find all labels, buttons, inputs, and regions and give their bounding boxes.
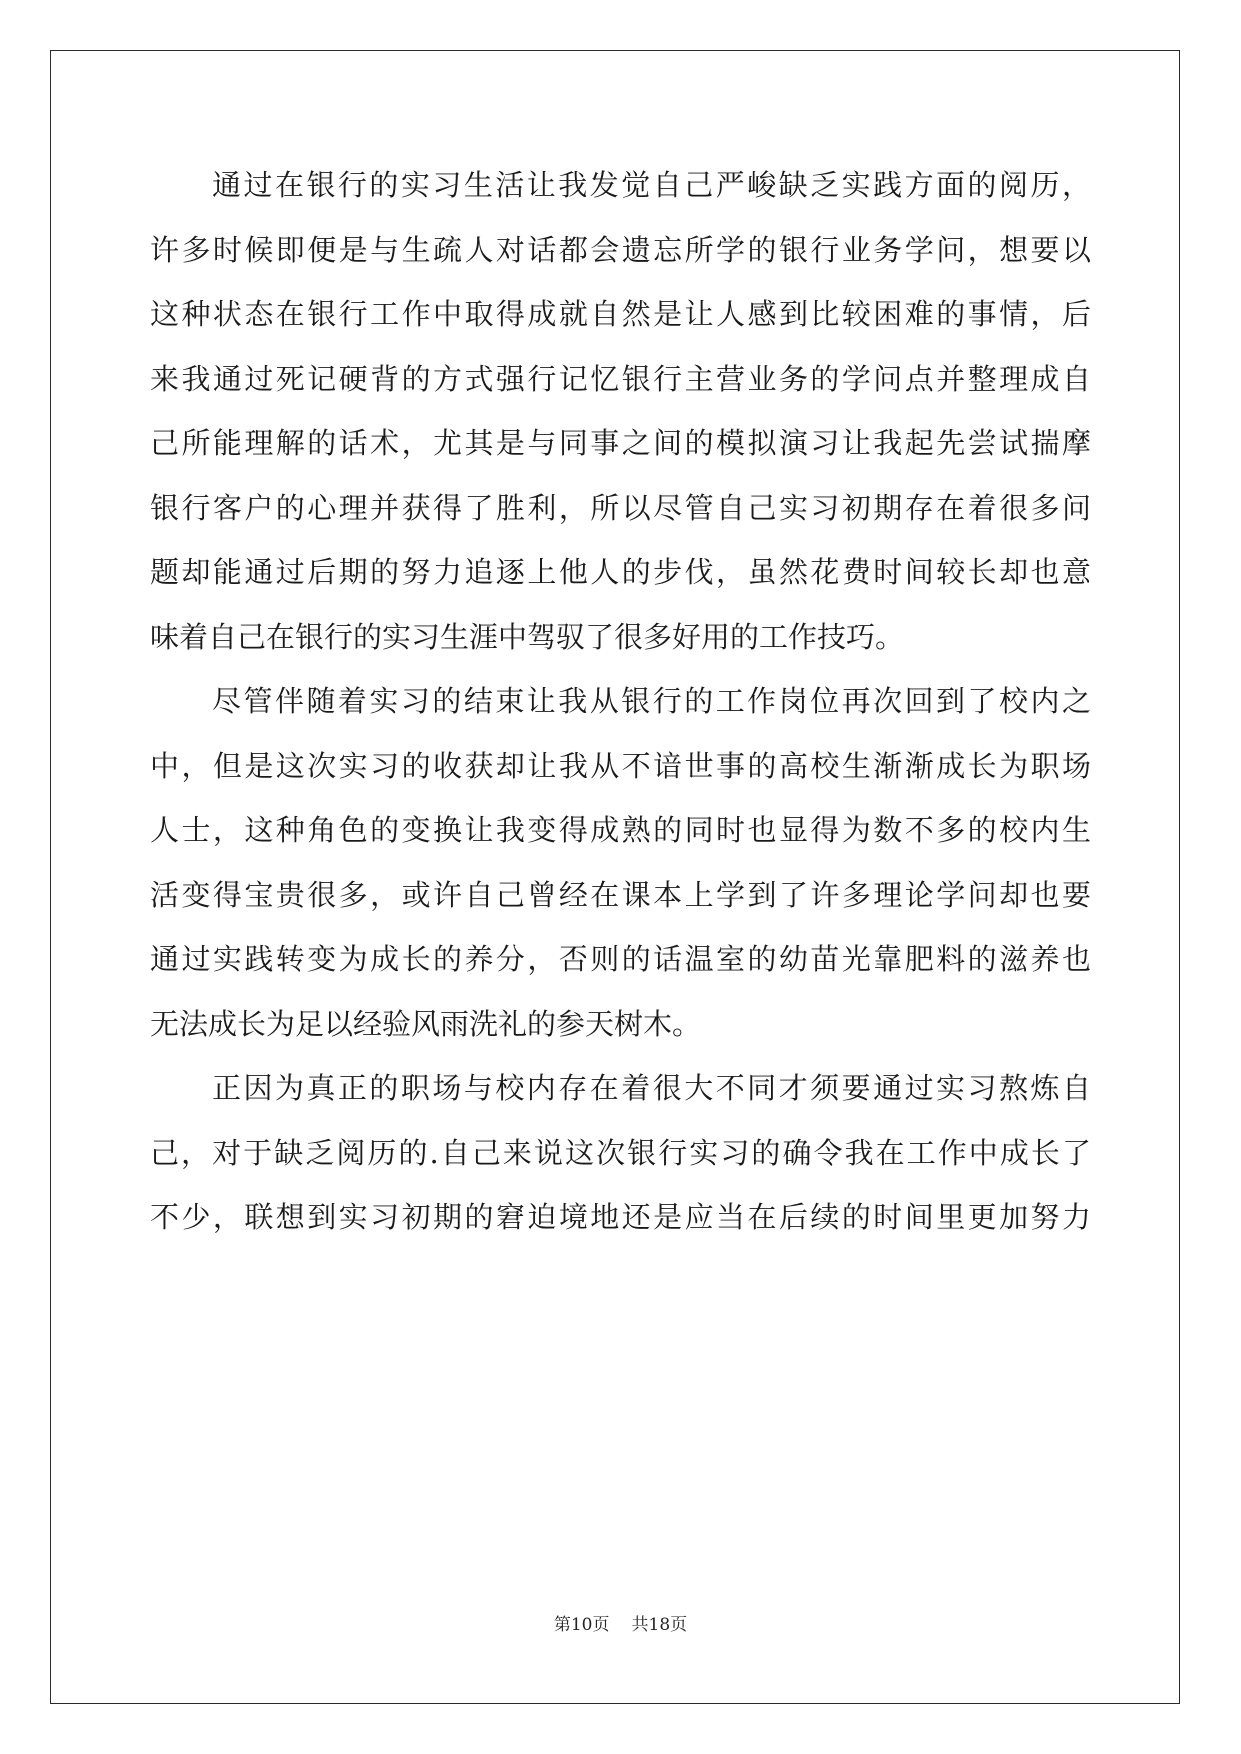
paragraph-2-line-4: 活变得宝贵很多，或许自己曾经在课本上学到了许多理论学问却也要 [150, 877, 1091, 912]
total-page-count: 共18页 [631, 1615, 688, 1635]
paragraph-1-line-4: 来我通过死记硬背的方式强行记忆银行主营业务的学问点并整理成自 [150, 361, 1091, 396]
paragraph-3-line-3: 不少，联想到实习初期的窘迫境地还是应当在后续的时间里更加努力 [150, 1200, 1091, 1234]
paragraph-1-line-8: 味着自己在银行的实习生涯中驾驭了很多好用的工作技巧。 [150, 619, 905, 654]
document-body [150, 153, 1091, 1250]
paragraph-1-line-1: 通过在银行的实习生活让我发觉自己严峻缺乏实践方面的阅历， [212, 168, 1091, 202]
paragraph-1-line-5: 己所能理解的话术，尤其是与同事之间的模拟演习让我起先尝试揣摩 [150, 426, 1091, 460]
paragraph-1-line-2: 许多时候即便是与生疏人对话都会遗忘所学的银行业务学问，想要以 [150, 232, 1091, 267]
paragraph-2-line-2: 中，但是这次实习的收获却让我从不谙世事的高校生渐渐成长为职场 [150, 748, 1091, 783]
paragraph-3-line-1: 正因为真正的职场与校内存在着很大不同才须要通过实习熬炼自 [212, 1071, 1091, 1105]
paragraph-1-line-3: 这种状态在银行工作中取得成就自然是让人感到比较困难的事情，后 [150, 297, 1091, 331]
paragraph-1-line-6: 银行客户的心理并获得了胜利，所以尽管自己实习初期存在着很多问 [150, 490, 1091, 525]
current-page-number: 第10页 [553, 1615, 610, 1635]
paragraph-3-line-2: 己，对于缺乏阅历的.自己来说这次银行实习的确令我在工作中成长了 [150, 1135, 1091, 1170]
paragraph-2-line-1: 尽管伴随着实习的结束让我从银行的工作岗位再次回到了校内之 [212, 684, 1091, 718]
paragraph-2-line-6: 无法成长为足以经验风雨洗礼的参天树木。 [150, 1006, 702, 1041]
paragraph-2-line-3: 人士，这种角色的变换让我变得成熟的同时也显得为数不多的校内生 [150, 813, 1091, 847]
paragraph-1-line-7: 题却能通过后期的努力追逐上他人的步伐，虽然花费时间较长却也意 [150, 555, 1091, 589]
paragraph-2-line-5: 通过实践转变为成长的养分，否则的话温室的幼苗光靠肥料的滋养也 [150, 942, 1091, 976]
page-footer [0, 1610, 1241, 1635]
